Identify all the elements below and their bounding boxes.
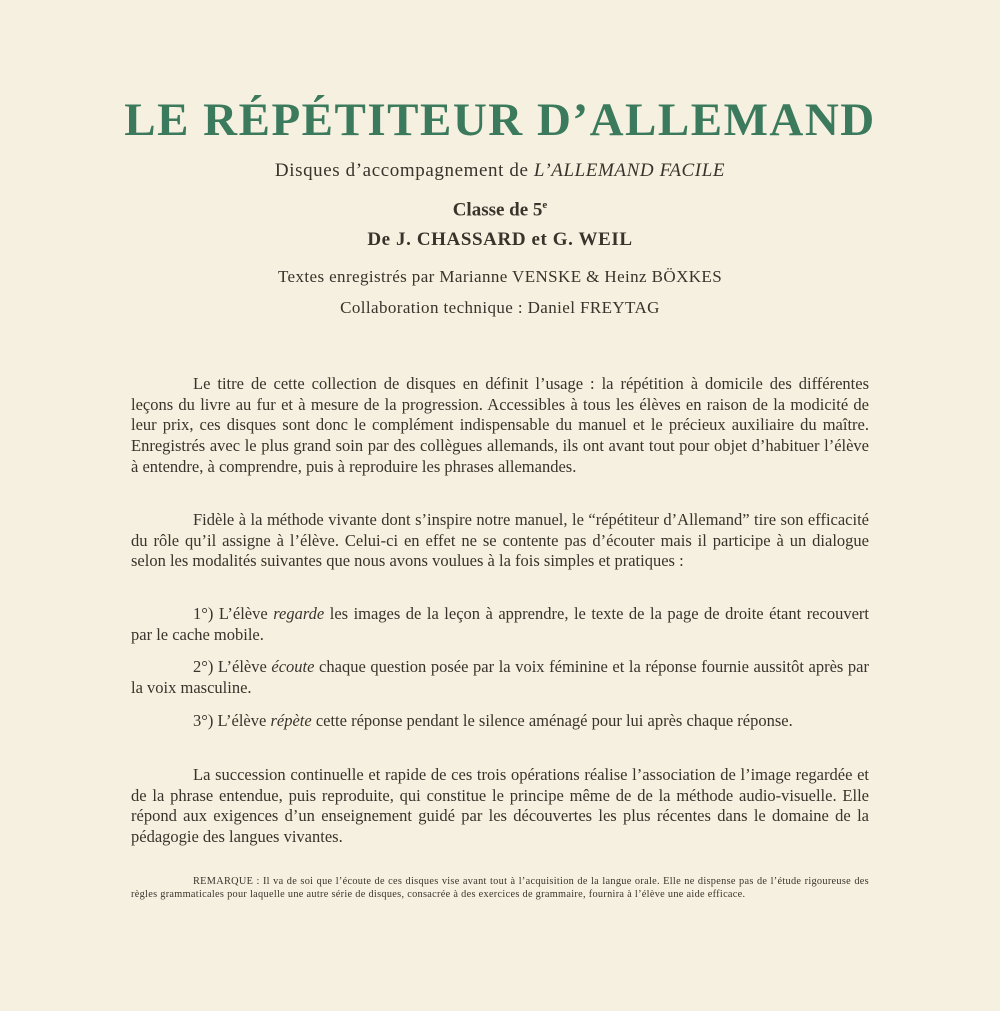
method-paragraph xyxy=(131,510,869,572)
step-2 xyxy=(131,657,869,698)
step-rest: cette réponse pendant le silence aménagé pour lui après chaque réponse. xyxy=(311,711,793,730)
step-rest: les images de la leçon à apprendre, le texte de la page de droite étant recouvert par le cache mobile. xyxy=(131,604,869,644)
step-verb: répète xyxy=(270,711,312,730)
recording-credit: Textes enregistrés par Marianne VENSKE & Heinz BÖXKES xyxy=(277,267,723,286)
subtitle-prefix: Disques d’accompagnement de xyxy=(274,160,529,181)
step-number: 1°) L’élève xyxy=(193,604,274,623)
step-text xyxy=(131,657,869,698)
paragraph-text: Le titre de cette collection de disques en définit l’usage : la répétition à domicile des différentes leçons du livre au fur et à mesure de la progression. Accessibles à tous les élèves en raison de la modicité de leur prix, ces disques sont donc le complément indispensable du manuel et le précieux auxiliaire du maître. Enregistrés avec le plus grand soin par des collègues allemands, ils ont avant tout pour objet d’habituer l’élève à entendre, à comprendre, puis à reproduire les phrases allemandes. xyxy=(131,374,869,476)
step-verb: écoute xyxy=(271,657,315,676)
conclusion-paragraph xyxy=(131,765,869,848)
paragraph-text: Fidèle à la méthode vivante dont s’inspire notre manuel, le “répétiteur d’Allemand” tire son efficacité du rôle qu’il assigne à l’élève. Celui-ci en effet ne se contente pas d’écouter mais il participe à un dialogue selon les modalités suivantes que nous avons voulues à la fois simples et pratiques : xyxy=(131,510,869,571)
remark-text: REMARQUE : Il va de soi que l’écoute de ces disques vise avant tout à l’acquisition de la langue orale. Elle ne dispense pas de l’étude rigoureuse des règles grammaticales pour laquelle une autre série de disques, consacrée à des exercices de grammaire, fournira à l’élève une aide efficace. xyxy=(131,876,869,900)
step-number: 3°) L’élève xyxy=(193,711,271,730)
class-level-text: Classe de 5 xyxy=(452,199,543,221)
class-level-superscript: e xyxy=(542,199,548,211)
intro-paragraph xyxy=(131,374,869,478)
step-verb: regarde xyxy=(273,604,325,623)
technical-credit: Collaboration technique : Daniel FREYTAG xyxy=(340,298,660,317)
step-3 xyxy=(131,711,869,732)
subtitle xyxy=(0,160,1000,182)
page-title: LE RÉPÉTITEUR D’ALLEMAND xyxy=(124,94,876,146)
remark-note xyxy=(131,875,869,901)
step-number: 2°) L’élève xyxy=(193,657,272,676)
class-level xyxy=(0,199,1000,221)
step-text xyxy=(131,604,869,645)
step-rest: chaque question posée par la voix féminine et la réponse fournie aussitôt après par la voix masculine. xyxy=(131,657,869,697)
step-text xyxy=(131,711,869,732)
authors: De J. CHASSARD et G. WEIL xyxy=(367,229,633,250)
book-title: L’ALLEMAND FACILE xyxy=(533,160,726,181)
paragraph-text: La succession continuelle et rapide de ces trois opérations réalise l’association de l’image regardée et de la phrase entendue, puis reproduite, qui constitue le principe même de de la méthode audio-visuelle. Elle répond aux exigences d’un enseignement guidé par les découvertes les plus récentes dans le domaine de la pédagogie des langues vivantes. xyxy=(131,765,869,847)
step-1 xyxy=(131,604,869,645)
